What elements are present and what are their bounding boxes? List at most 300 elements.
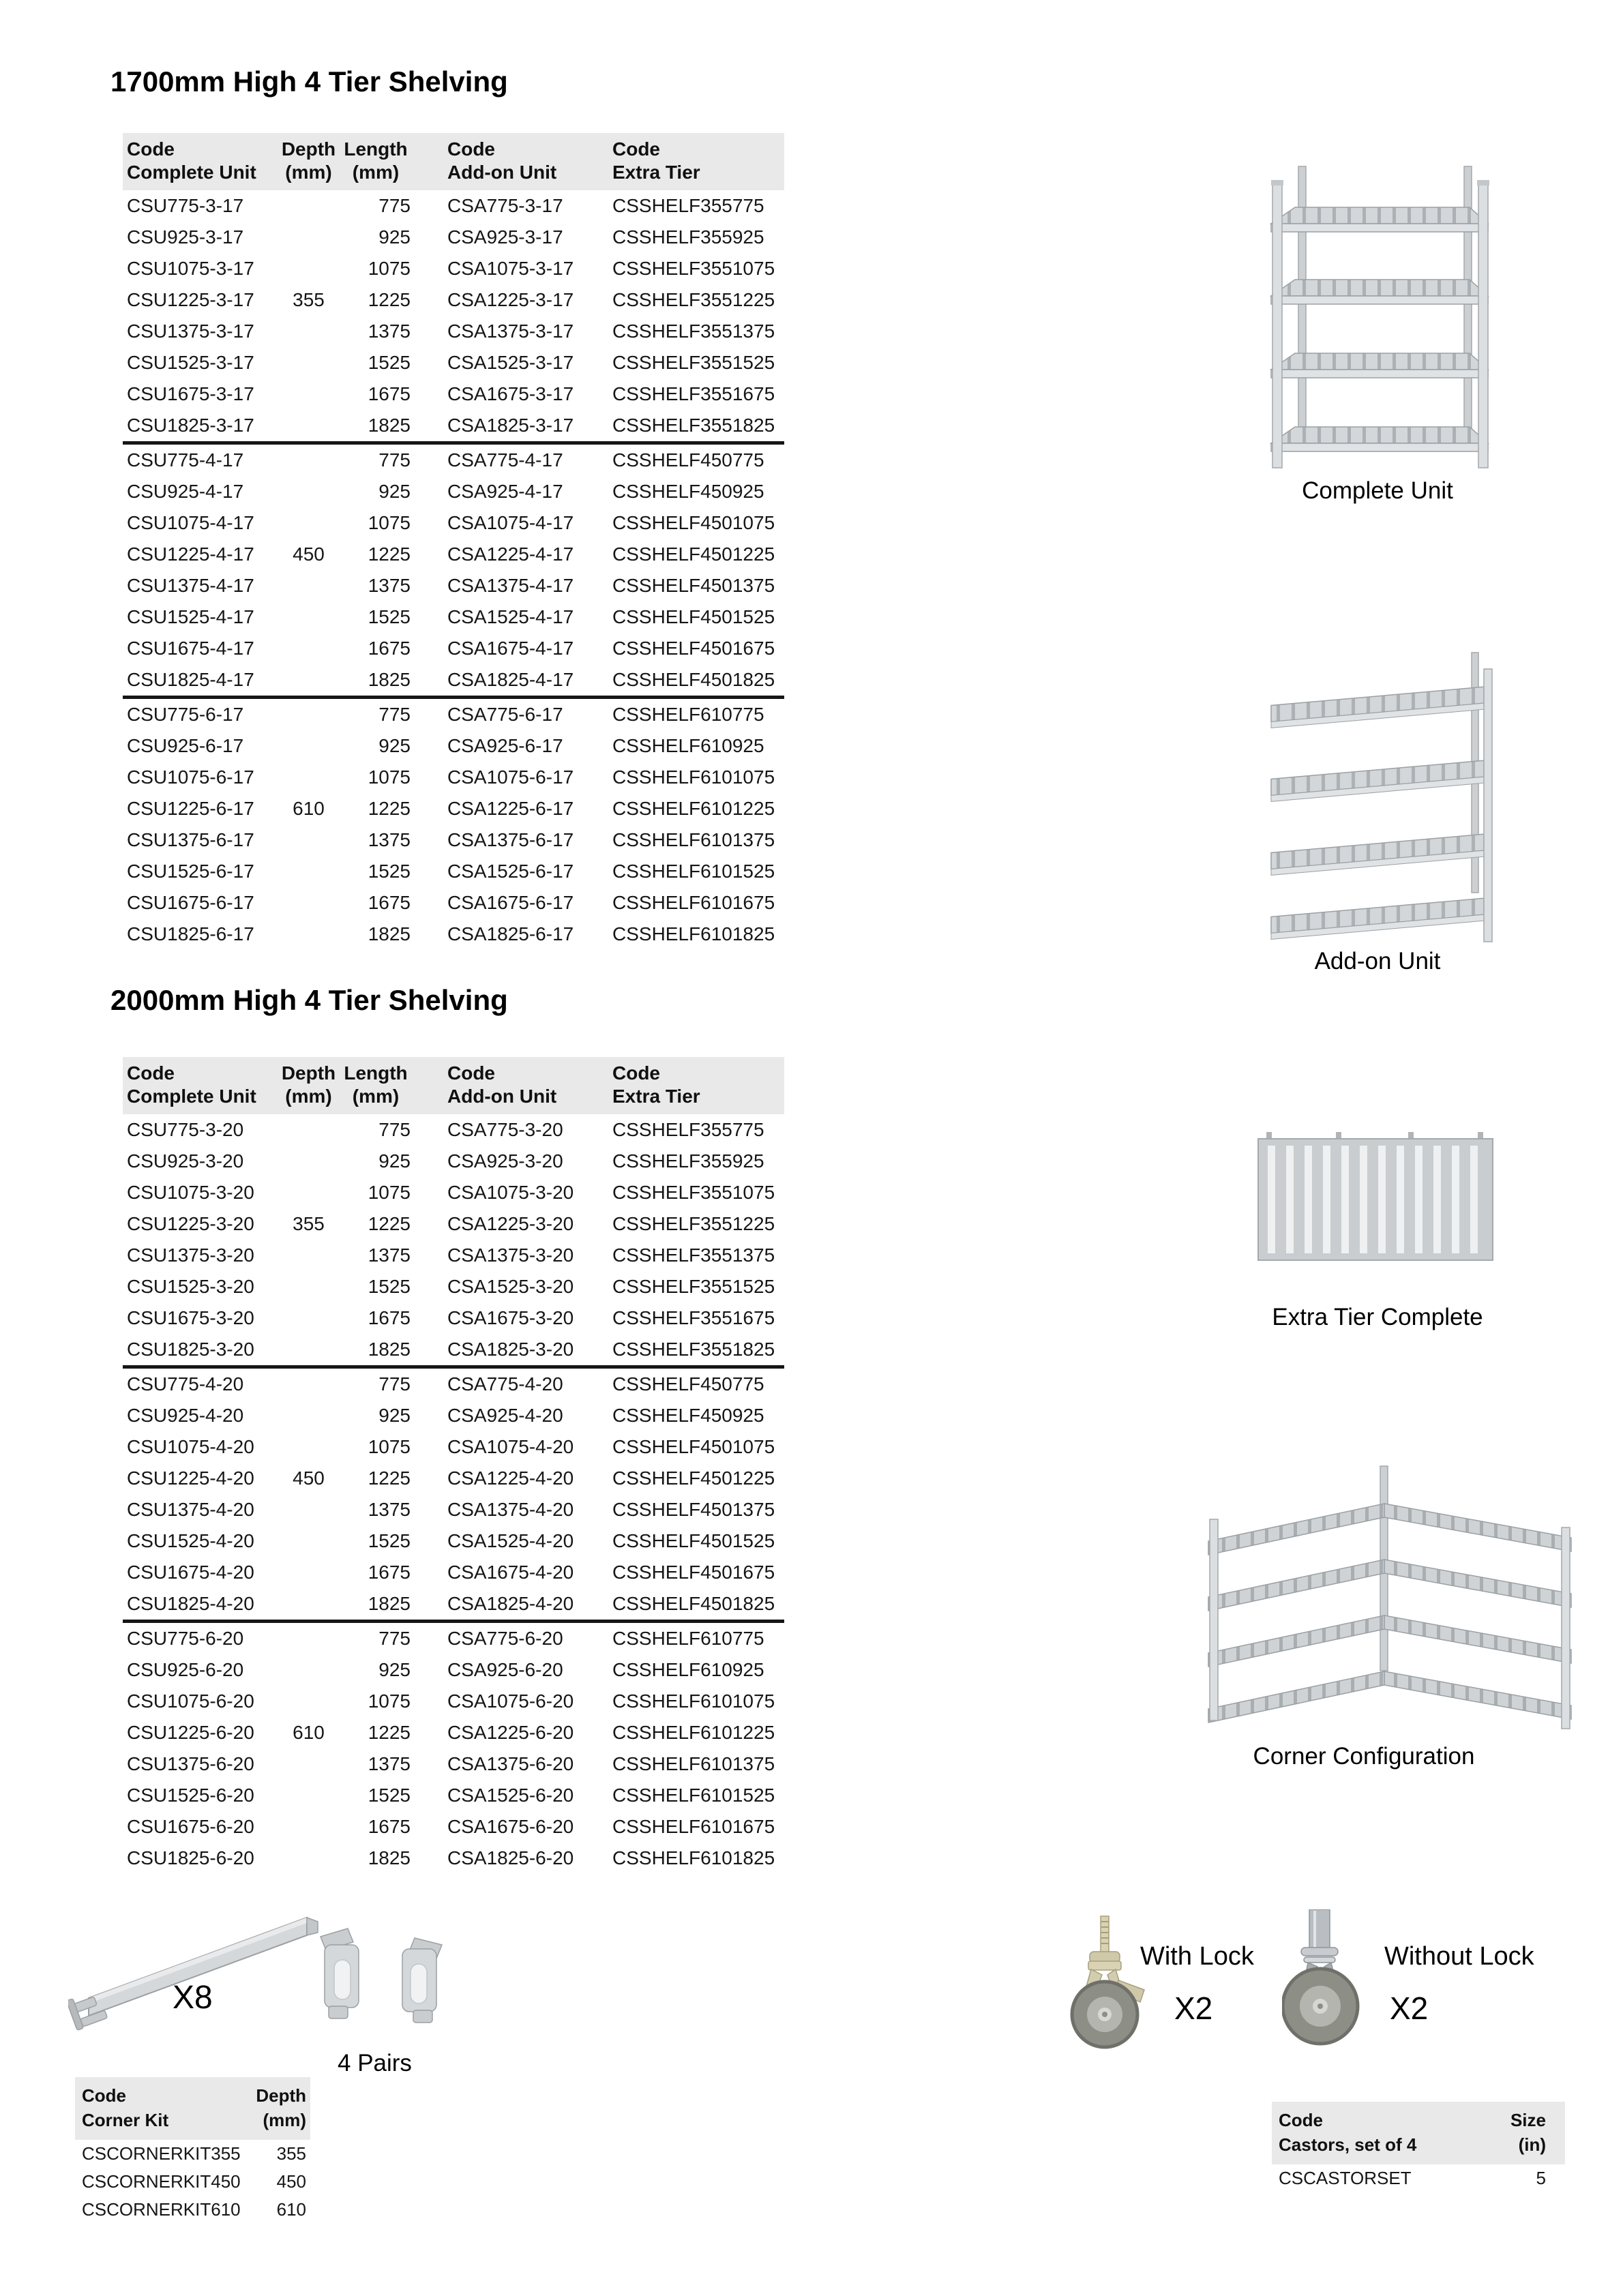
table-row: [123, 1177, 784, 1208]
table-cell: CSU1525-4-20: [127, 1530, 254, 1551]
table-cell: CSA925-6-17: [447, 735, 563, 756]
table-row: [123, 284, 784, 316]
table-row: [123, 601, 784, 633]
table-cell: 1525: [368, 861, 411, 882]
table-cell: CSU775-3-20: [127, 1119, 244, 1140]
table-cell: 1075: [368, 1182, 411, 1203]
table-cell: CSSHELF610925: [612, 1659, 764, 1680]
table-row: [123, 1557, 784, 1588]
table-cell: CSA1525-4-17: [447, 606, 574, 627]
table-row: [123, 253, 784, 284]
addon-unit-caption: Add-on Unit: [1314, 948, 1441, 974]
table-row: [1272, 2164, 1565, 2192]
table-row: [123, 222, 784, 253]
corner-configuration-image: [1199, 1440, 1581, 1730]
table-cell: 450: [293, 1467, 325, 1489]
table-cell: 1825: [368, 1339, 411, 1360]
table-cell: CSA925-6-20: [447, 1659, 563, 1680]
table-cell: CSA1675-6-20: [447, 1816, 574, 1837]
table-row: [123, 378, 784, 410]
table-row: [123, 1525, 784, 1557]
column-header-addon: Code Add-on Unit: [447, 1062, 557, 1107]
table-cell: CSA1525-6-20: [447, 1785, 574, 1806]
table-row: [123, 1654, 784, 1686]
table-row: [123, 824, 784, 856]
column-header-length: Length (mm): [344, 1062, 408, 1107]
table-cell: 450: [293, 543, 325, 565]
table-header: [75, 2077, 310, 2140]
table-cell: 1075: [368, 1436, 411, 1457]
table-cell: 1225: [368, 1722, 411, 1743]
table-cell: 1075: [368, 512, 411, 533]
table-cell: CSSHELF4501225: [612, 543, 775, 565]
table-cell: CSU1225-3-17: [127, 289, 254, 310]
table-header: [123, 133, 784, 190]
x2-without-lock-label: X2: [1390, 1991, 1429, 2026]
table-cell: CSSHELF6101525: [612, 1785, 775, 1806]
table-cell: CSU1375-6-20: [127, 1753, 254, 1774]
table-cell: CSU1225-4-20: [127, 1467, 254, 1489]
table-cell: 1525: [368, 1530, 411, 1551]
table-row: [123, 1365, 784, 1400]
table-cell: 1225: [368, 798, 411, 819]
table-cell: 5: [1536, 2168, 1546, 2188]
table-cell: 610: [293, 1722, 325, 1743]
table-cell: CSSHELF6101825: [612, 923, 775, 944]
table-cell: CSU1225-4-17: [127, 543, 254, 565]
table-cell: CSU1225-6-17: [127, 798, 254, 819]
table-cell: CSSHELF450925: [612, 1405, 764, 1426]
table-cell: 1825: [368, 1593, 411, 1614]
table-cell: CSA1825-6-20: [447, 1847, 574, 1868]
table-cell: 925: [378, 1150, 411, 1172]
table-cell: 1225: [368, 289, 411, 310]
four-pairs-quantity-label: 4 Pairs: [338, 2050, 412, 2076]
table-cell: CSU925-3-17: [127, 226, 244, 248]
column-header-complete-unit: Code Complete Unit: [127, 138, 256, 183]
table-body: [123, 190, 784, 950]
table-cell: CSCORNERKIT610: [82, 2199, 241, 2220]
table-cell: CSA1225-4-20: [447, 1467, 574, 1489]
table-row: [123, 856, 784, 887]
table-cell: 1075: [368, 258, 411, 279]
table-row: [123, 539, 784, 570]
table-cell: CSU1825-6-17: [127, 923, 254, 944]
table-row: [123, 507, 784, 539]
table-row: [123, 570, 784, 601]
table-cell: 1525: [368, 1785, 411, 1806]
table-cell: CSU1675-6-20: [127, 1816, 254, 1837]
table-row: [123, 887, 784, 919]
table-cell: 1525: [368, 1276, 411, 1297]
table-row: [123, 1208, 784, 1240]
table-cell: CSU775-6-20: [127, 1628, 244, 1649]
table-cell: CSU1375-3-17: [127, 320, 254, 342]
with-lock-label: With Lock: [1140, 1942, 1254, 1971]
table-cell: CSA1375-3-17: [447, 320, 574, 342]
table-cell: CSSHELF6101825: [612, 1847, 775, 1868]
table-cell: CSSHELF450775: [612, 1373, 764, 1395]
table-cell: 1375: [368, 1244, 411, 1266]
column-header-length: Length (mm): [344, 138, 408, 183]
table-cell: 1525: [368, 606, 411, 627]
table-cell: CSA1675-4-17: [447, 638, 574, 659]
table-row: [123, 347, 784, 378]
table-cell: CSU1375-4-20: [127, 1499, 254, 1520]
table-cell: CSA1525-4-20: [447, 1530, 574, 1551]
table-row: [123, 1334, 784, 1365]
table-cell: 775: [378, 1119, 411, 1140]
complete-unit-caption: Complete Unit: [1302, 477, 1453, 504]
table-row: [123, 919, 784, 950]
table-row: [123, 664, 784, 696]
table-row: [123, 1686, 784, 1717]
table-cell: CSSHELF3551375: [612, 1244, 775, 1266]
table-cell: CSSHELF355775: [612, 195, 764, 216]
table-cell: 1525: [368, 352, 411, 373]
table-body: [123, 1114, 784, 1874]
corner-clips-image: [319, 1922, 445, 2034]
table-row: [123, 1588, 784, 1620]
table-row: [123, 1431, 784, 1463]
table-cell: CSSHELF4501825: [612, 1593, 775, 1614]
table-cell: CSA1225-4-17: [447, 543, 574, 565]
table-row: [75, 2168, 310, 2196]
column-header-depth: Depth (mm): [281, 1062, 336, 1107]
table-cell: CSSHELF355925: [612, 226, 764, 248]
column-header-complete-unit: Code Complete Unit: [127, 1062, 256, 1107]
table-cell: CSU1525-4-17: [127, 606, 254, 627]
table-cell: CSSHELF3551825: [612, 1339, 775, 1360]
table-cell: CSCASTORSET: [1279, 2168, 1412, 2188]
table-row: [123, 1620, 784, 1654]
table-row: [123, 793, 784, 824]
table-cell: CSU1825-3-17: [127, 415, 254, 436]
table-cell: CSA775-4-17: [447, 449, 563, 471]
complete-unit-image: [1263, 155, 1498, 476]
table-cell: 775: [378, 195, 411, 216]
table-cell: CSU1375-4-17: [127, 575, 254, 596]
table-cell: CSSHELF355925: [612, 1150, 764, 1172]
table-cell: CSU1525-6-17: [127, 861, 254, 882]
table-cell: CSSHELF3551375: [612, 320, 775, 342]
table-row: [75, 2140, 310, 2168]
table-cell: CSU1375-3-20: [127, 1244, 254, 1266]
table-cell: CSU925-6-17: [127, 735, 244, 756]
table-cell: CSSHELF3551825: [612, 415, 775, 436]
table-body: [1272, 2164, 1565, 2192]
table-row: [123, 190, 784, 222]
table-cell: CSU925-4-17: [127, 481, 244, 502]
table-cell: 355: [276, 2143, 306, 2164]
table-cell: CSU1525-3-17: [127, 352, 254, 373]
table-cell: 1075: [368, 1690, 411, 1712]
table-row: [123, 1271, 784, 1302]
table-cell: CSSHELF6101075: [612, 1690, 775, 1712]
table-body: [75, 2140, 310, 2224]
table-cell: 1675: [368, 1562, 411, 1583]
table-cell: 1075: [368, 766, 411, 788]
table-cell: CSU775-6-17: [127, 704, 244, 725]
table-cell: CSA775-6-17: [447, 704, 563, 725]
table-cell: 1375: [368, 575, 411, 596]
table-row: [123, 1780, 784, 1811]
page-title-1700: 1700mm High 4 Tier Shelving: [110, 65, 508, 98]
x2-with-lock-label: X2: [1174, 1991, 1213, 2026]
table-cell: 355: [293, 289, 325, 310]
table-cell: CSU1825-6-20: [127, 1847, 254, 1868]
table-cell: CSA775-6-20: [447, 1628, 563, 1649]
table-cell: CSA1825-4-20: [447, 1593, 574, 1614]
table-cell: CSA1525-3-20: [447, 1276, 574, 1297]
table-cell: 1375: [368, 320, 411, 342]
table-cell: CSU775-4-17: [127, 449, 244, 471]
table-cell: CSA1375-4-20: [447, 1499, 574, 1520]
table-cell: CSA1075-4-20: [447, 1436, 574, 1457]
table-row: [75, 2196, 310, 2224]
table-row: [123, 316, 784, 347]
table-cell: 1825: [368, 669, 411, 690]
table-cell: CSA1225-3-20: [447, 1213, 574, 1234]
table-row: [123, 730, 784, 762]
table-cell: CSA925-4-17: [447, 481, 563, 502]
table-row: [123, 762, 784, 793]
table-cell: CSA1075-3-17: [447, 258, 574, 279]
table-header: [123, 1057, 784, 1114]
table-cell: CSA1675-3-17: [447, 383, 574, 404]
table-cell: CSU1225-3-20: [127, 1213, 254, 1234]
table-row: [123, 633, 784, 664]
table-cell: CSSHELF355775: [612, 1119, 764, 1140]
table-cell: 1825: [368, 923, 411, 944]
table-cell: 1675: [368, 892, 411, 913]
table-cell: CSA1825-3-17: [447, 415, 574, 436]
table-cell: 1675: [368, 1816, 411, 1837]
table-cell: CSSHELF610925: [612, 735, 764, 756]
table-cell: 925: [378, 226, 411, 248]
table-cell: CSA1075-3-20: [447, 1182, 574, 1203]
table-cell: CSA1675-4-20: [447, 1562, 574, 1583]
table-cell: CSA925-3-17: [447, 226, 563, 248]
table-row: [123, 1302, 784, 1334]
table-cell: CSA1375-3-20: [447, 1244, 574, 1266]
table-cell: 450: [276, 2171, 306, 2192]
column-header-corner-kit: Code Corner Kit: [82, 2085, 169, 2130]
table-cell: CSU1075-3-17: [127, 258, 254, 279]
table-cell: 925: [378, 481, 411, 502]
table-cell: 1825: [368, 415, 411, 436]
table-cell: CSSHELF6101375: [612, 1753, 775, 1774]
table-cell: CSSHELF4501675: [612, 638, 775, 659]
table-row: [123, 1146, 784, 1177]
table-cell: CSU1075-4-20: [127, 1436, 254, 1457]
table-cell: CSSHELF3551225: [612, 289, 775, 310]
table-cell: CSSHELF4501075: [612, 512, 775, 533]
table-cell: 1675: [368, 383, 411, 404]
shelving-table-1700: [123, 133, 784, 950]
column-header-castors: Code Castors, set of 4: [1279, 2110, 1417, 2155]
table-cell: CSA1825-3-20: [447, 1339, 574, 1360]
table-cell: 1675: [368, 638, 411, 659]
table-cell: CSU1675-3-20: [127, 1307, 254, 1328]
table-cell: CSSHELF3551525: [612, 352, 775, 373]
table-cell: CSSHELF4501675: [612, 1562, 775, 1583]
table-cell: CSU925-4-20: [127, 1405, 244, 1426]
table-cell: 1675: [368, 1307, 411, 1328]
table-cell: CSSHELF3551675: [612, 1307, 775, 1328]
table-cell: CSU1075-6-20: [127, 1690, 254, 1712]
table-cell: CSSHELF6101525: [612, 861, 775, 882]
table-row: [123, 1240, 784, 1271]
page-title-2000: 2000mm High 4 Tier Shelving: [110, 984, 508, 1016]
table-cell: 925: [378, 1659, 411, 1680]
table-row: [123, 1494, 784, 1525]
table-cell: CSSHELF4501375: [612, 575, 775, 596]
table-cell: CSA775-3-20: [447, 1119, 563, 1140]
table-cell: CSU1675-4-20: [127, 1562, 254, 1583]
table-row: [123, 476, 784, 507]
table-cell: 1375: [368, 829, 411, 850]
table-cell: CSSHELF4501525: [612, 606, 775, 627]
table-cell: CSU1675-6-17: [127, 892, 254, 913]
table-cell: CSA1225-3-17: [447, 289, 574, 310]
table-row: [123, 696, 784, 730]
table-cell: CSU775-3-17: [127, 195, 244, 216]
table-row: [123, 1748, 784, 1780]
table-cell: CSSHELF4501225: [612, 1467, 775, 1489]
table-cell: CSA1375-6-17: [447, 829, 574, 850]
table-cell: CSSHELF3551525: [612, 1276, 775, 1297]
without-lock-label: Without Lock: [1384, 1942, 1534, 1971]
column-header-depth: Depth (mm): [281, 138, 336, 183]
x8-quantity-label: X8: [173, 1980, 213, 2016]
table-cell: CSA1525-3-17: [447, 352, 574, 373]
table-cell: 610: [293, 798, 325, 819]
table-cell: 775: [378, 1628, 411, 1649]
table-cell: 1225: [368, 1213, 411, 1234]
shelving-table-2000: [123, 1057, 784, 1874]
table-cell: CSA1225-6-20: [447, 1722, 574, 1743]
table-cell: CSSHELF3551075: [612, 1182, 775, 1203]
table-cell: CSA775-4-20: [447, 1373, 563, 1395]
table-cell: CSSHELF6101225: [612, 1722, 775, 1743]
table-cell: CSSHELF6101675: [612, 892, 775, 913]
table-cell: CSCORNERKIT450: [82, 2171, 241, 2192]
table-cell: CSA1675-3-20: [447, 1307, 574, 1328]
table-cell: 1225: [368, 543, 411, 565]
column-header-addon: Code Add-on Unit: [447, 138, 557, 183]
table-cell: CSSHELF450775: [612, 449, 764, 471]
table-cell: 610: [276, 2199, 306, 2220]
table-cell: CSU775-4-20: [127, 1373, 244, 1395]
table-cell: CSU1075-3-20: [127, 1182, 254, 1203]
table-cell: 355: [293, 1213, 325, 1234]
corner-kit-table: [75, 2077, 310, 2224]
column-header-extra-tier: Code Extra Tier: [612, 138, 700, 183]
column-header-extra-tier: Code Extra Tier: [612, 1062, 700, 1107]
table-cell: CSA1225-6-17: [447, 798, 574, 819]
table-cell: CSSHELF6101075: [612, 766, 775, 788]
table-cell: CSSHELF4501525: [612, 1530, 775, 1551]
table-cell: 775: [378, 449, 411, 471]
table-cell: CSA1075-6-20: [447, 1690, 574, 1712]
table-cell: CSSHELF610775: [612, 1628, 764, 1649]
extra-tier-caption: Extra Tier Complete: [1272, 1304, 1483, 1330]
table-cell: CSCORNERKIT355: [82, 2143, 241, 2164]
table-cell: CSA1375-6-20: [447, 1753, 574, 1774]
addon-unit-image: [1267, 644, 1499, 948]
table-cell: CSSHELF4501825: [612, 669, 775, 690]
table-cell: CSU1375-6-17: [127, 829, 254, 850]
table-row: [123, 1811, 784, 1843]
table-cell: CSA925-4-20: [447, 1405, 563, 1426]
table-row: [123, 1717, 784, 1748]
table-cell: CSSHELF610775: [612, 704, 764, 725]
table-cell: CSU1675-3-17: [127, 383, 254, 404]
table-cell: 775: [378, 704, 411, 725]
table-cell: 1375: [368, 1753, 411, 1774]
table-cell: CSSHELF3551225: [612, 1213, 775, 1234]
table-cell: CSSHELF6101225: [612, 798, 775, 819]
table-row: [123, 1463, 784, 1494]
table-row: [123, 441, 784, 476]
table-cell: CSA1675-6-17: [447, 892, 574, 913]
column-header-depth: Depth (mm): [256, 2085, 306, 2130]
table-cell: 1375: [368, 1499, 411, 1520]
table-row: [123, 410, 784, 441]
table-cell: CSA1525-6-17: [447, 861, 574, 882]
castors-table: [1272, 2102, 1565, 2192]
table-cell: CSA1075-6-17: [447, 766, 574, 788]
table-cell: CSA1825-4-17: [447, 669, 574, 690]
table-row: [123, 1400, 784, 1431]
table-cell: CSA1825-6-17: [447, 923, 574, 944]
table-cell: CSU925-3-20: [127, 1150, 244, 1172]
corner-configuration-caption: Corner Configuration: [1253, 1743, 1475, 1770]
table-row: [123, 1114, 784, 1146]
table-cell: CSSHELF4501075: [612, 1436, 775, 1457]
table-cell: CSSHELF4501375: [612, 1499, 775, 1520]
table-cell: CSA1375-4-17: [447, 575, 574, 596]
table-cell: 775: [378, 1373, 411, 1395]
table-cell: CSU1825-4-20: [127, 1593, 254, 1614]
table-cell: CSSHELF3551075: [612, 258, 775, 279]
table-cell: CSU1525-6-20: [127, 1785, 254, 1806]
table-cell: CSA925-3-20: [447, 1150, 563, 1172]
table-cell: CSSHELF450925: [612, 481, 764, 502]
table-cell: CSSHELF3551675: [612, 383, 775, 404]
extra-tier-image: [1257, 1131, 1495, 1267]
castor-with-lock-image: [1050, 1915, 1166, 2051]
table-cell: 1225: [368, 1467, 411, 1489]
table-cell: CSU1075-6-17: [127, 766, 254, 788]
castor-without-lock-image: [1282, 1909, 1384, 2049]
table-cell: CSU1525-3-20: [127, 1276, 254, 1297]
table-row: [123, 1843, 784, 1874]
table-cell: CSU1825-3-20: [127, 1339, 254, 1360]
table-cell: CSU1075-4-17: [127, 512, 254, 533]
table-cell: CSU1825-4-17: [127, 669, 254, 690]
table-cell: CSU1225-6-20: [127, 1722, 254, 1743]
column-header-size: Size (in): [1510, 2110, 1546, 2155]
table-cell: 925: [378, 1405, 411, 1426]
table-cell: 1825: [368, 1847, 411, 1868]
table-cell: CSU1675-4-17: [127, 638, 254, 659]
table-cell: 925: [378, 735, 411, 756]
table-header: [1272, 2102, 1565, 2164]
table-cell: CSSHELF6101675: [612, 1816, 775, 1837]
table-cell: CSU925-6-20: [127, 1659, 244, 1680]
